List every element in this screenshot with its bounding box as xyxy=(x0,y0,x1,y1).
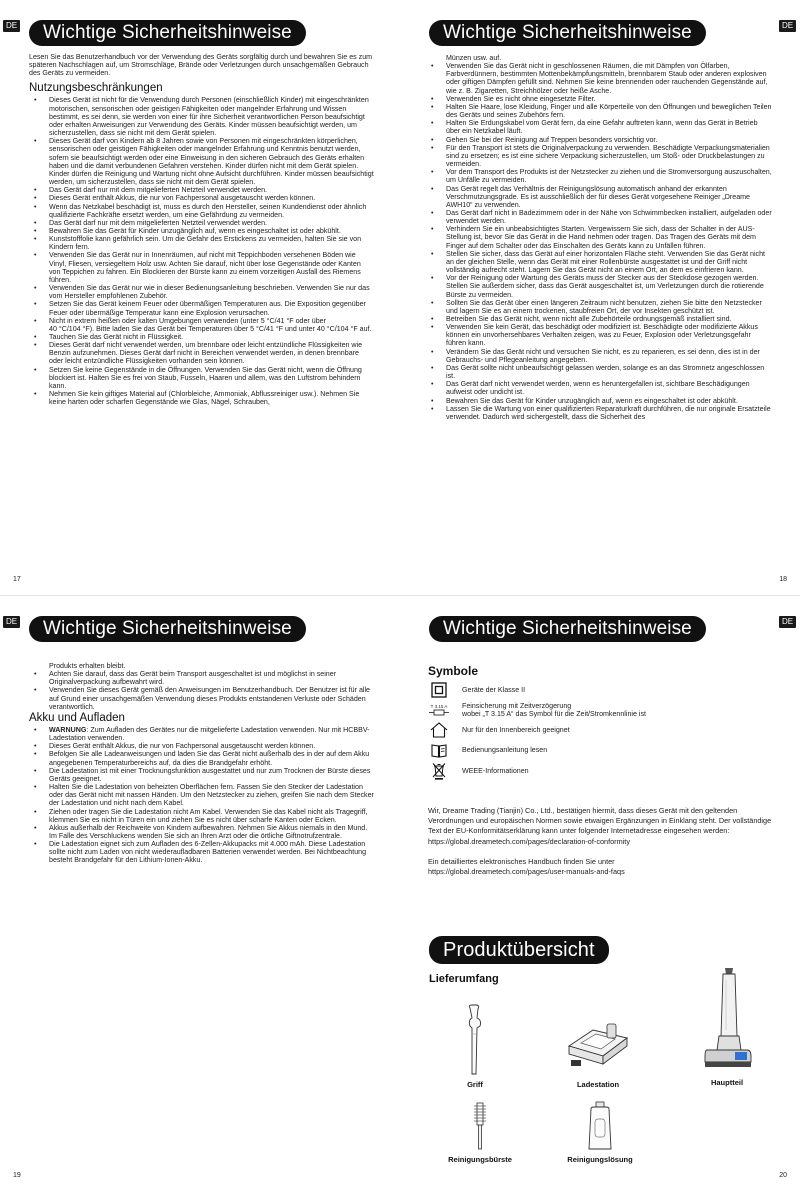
bullet-list xyxy=(29,726,374,865)
bullet-item: • Verwenden Sie das Gerät nicht in geschlossenen Räumen, die mit Dämpfen von Ölfarben, Farbverdünnern, bestimmten Mottenbekämpfungsmitteln, brennbarem Staub oder anderen explosiven oder giftigen Dämpfen gefüllt sind. Nehmen Sie keine brennenden oder rauchenden Gegenstände auf, wie z. B. Zigaretten, Streichhölzer oder heiße Asche. xyxy=(426,62,772,95)
language-tag: DE xyxy=(3,20,20,32)
warning-label: WARNUNG xyxy=(49,725,87,734)
item-label: Reinigungsbürste xyxy=(448,1155,512,1164)
bullet-item: • Die Ladestation eignet sich zum Aufladen des 6-Zellen-Akkupacks mit 4.000 mAh. Diese Ladestation sollte nicht zum Laden von nicht wiederaufladbaren Batterien verwendet werden. Bei Nichtbeachtung besteht Brandgefahr für den Lithium-Ionen-Akku. xyxy=(29,840,374,864)
item-label: Hauptteil xyxy=(710,1078,744,1087)
product-item-hauptteil xyxy=(696,966,758,1087)
cleaning-brush-icon xyxy=(470,1101,490,1151)
language-tag: DE xyxy=(3,616,20,628)
weee-bin-icon xyxy=(428,762,450,780)
bullet-item: • Verwenden Sie kein Gerät, das beschädigt oder modifiziert ist. Beschädigte oder modifizierte Akkus können ein unvorhersehbares Verhalten zeigen, was zu Feuer, Explosion oder Verletzungsgefahr führen kann. xyxy=(426,323,772,347)
bullet-item: • Nehmen Sie kein giftiges Material auf (Chlorbleiche, Ammoniak, Abflussreiniger usw.). Nehmen Sie keine harten oder scharfen Gegenstände wie Glas, Nägel, Schrauben, xyxy=(29,390,374,406)
symbol-text: WEEE-Informationen xyxy=(462,767,529,776)
section-title: Akku und Aufladen xyxy=(29,711,125,724)
bullet-item: • Für den Transport ist stets die Originalverpackung zu verwenden. Beschädigte Verpackungsmaterialien sind zu ersetzen; es ist eine sichere Verpackung sicherzustellen, um Stoß- oder Druckbelastungen zu vermeiden. xyxy=(426,144,772,168)
scope-of-delivery-title: Lieferumfang xyxy=(429,973,499,985)
cleaning-solution-bottle-icon xyxy=(585,1101,615,1151)
bullet-item: • Ziehen oder tragen Sie die Ladestation nicht Am Kabel. Verwenden Sie das Kabel nicht als Tragegriff, klemmen Sie es nicht in Türen ein und ziehen Sie es nicht über scharfe Kanten oder Ecken. xyxy=(29,808,374,824)
page-header-title: Wichtige Sicherheitshinweise xyxy=(29,616,306,642)
bullet-item: • Dieses Gerät ist nicht für die Verwendung durch Personen (einschließlich Kinder) mit eingeschränkten motorischen, sensorischen oder geistigen Fähigkeiten oder mangelnder Erfahrung und Wissen bestimmt, es sei denn, sie werden von einer für ihre Sicherheit verantwortlichen Person beaufsichtigt oder erhalten Anweisungen zur Verwendung des Geräts. Kinder müssen beaufsichtigt werden, um sicherzustellen, dass sie nicht mit dem Gerät spielen. xyxy=(29,96,374,137)
item-label: Reinigungslösung xyxy=(567,1155,633,1164)
bullet-item: • Sollten Sie das Gerät über einen längeren Zeitraum nicht benutzen, ziehen Sie bitte den Netzstecker und lagern Sie es an einem trockenen, staubfreien Ort, der vor Insekten geschützt ist. xyxy=(426,299,772,315)
bullet-item: • Dieses Gerät darf nicht verwendet werden, um brennbare oder leicht entzündliche Flüssigkeiten wie Benzin aufzunehmen. Dieses Gerät darf nicht in Bereichen verwendet werden, in denen brennbare oder leicht entzündliche Flüssigkeiten vorhanden sein können. xyxy=(29,341,374,365)
declaration-block xyxy=(428,806,780,877)
bullet-item: • Das Gerät darf nur mit dem mitgelieferten Netzteil verwendet werden. xyxy=(29,219,374,227)
bullet-item: • Halten Sie Erdungskabel vom Gerät fern, da eine Gefahr auftreten kann, wenn das Gerät in Betrieb über ein Netzkabel läuft. xyxy=(426,119,772,135)
page-header-title: Wichtige Sicherheitshinweise xyxy=(429,20,706,46)
declaration-link[interactable]: https://global.dreametech.com/pages/declaration-of-conformity xyxy=(428,836,630,846)
product-item-griff xyxy=(450,1004,500,1089)
bullet-item: • Verwenden Sie dieses Gerät gemäß den Anweisungen im Benutzerhandbuch. Der Benutzer ist für alle auf Grund einer unsachgemäßen Verwendung dieses Produkts entstandenen Verluste oder Schäden verantwortlich. xyxy=(29,686,374,710)
warning-text: : Zum Aufladen des Gerätes nur die mitgelieferte Ladestation verwenden. Nur mit HCBBV-Ladestation verwenden. xyxy=(49,725,370,743)
bullet-item: • Das Gerät regelt das Verhältnis der Reinigungslösung automatisch anhand der erkannten Verschmutzungsgrade. Es ist ausschließlich der für dieses Gerät vorgesehene Reiniger „Dreame AWH10“ zu verwenden. xyxy=(426,185,772,209)
fuse-icon-label: T 3.15 A xyxy=(430,704,448,710)
bullet-item: • Akkus außerhalb der Reichweite von Kindern aufbewahren. Nehmen Sie Akkus niemals in den Mund. Im Falle des Verschluckens wenden Sie sich an Ihren Arzt oder die örtliche Giftnotrufzentrale. xyxy=(29,824,374,840)
page-17 xyxy=(0,0,400,595)
bullet-item: • Halten Sie die Ladestation von beheizten Oberflächen fern. Fassen Sie den Stecker der Ladestation oder das Gerät nicht mit nassen Händen. Um den Netzstecker zu ziehen, greifen Sie nach dem Stecker der Ladestation und nicht nach dem Kabel. xyxy=(29,783,374,807)
bullet-list xyxy=(426,54,772,421)
warning-item xyxy=(29,726,374,742)
symbols-section xyxy=(428,664,778,784)
bullet-item: • Halten Sie Haare, lose Kleidung, Finger und alle Körperteile von den Öffnungen und beweglichen Teilen des Geräts und seines Zubehörs fern. xyxy=(426,103,772,119)
bullet-item: • Achten Sie darauf, dass das Gerät beim Transport ausgeschaltet ist und möglichst in seiner Originalverpackung aufbewahrt wird. xyxy=(29,670,374,686)
bullet-item: • Betreiben Sie das Gerät nicht, wenn nicht alle Zubehörteile ordnungsgemäß installiert sind. xyxy=(426,315,772,323)
item-label: Griff xyxy=(467,1080,483,1089)
page-header-title: Wichtige Sicherheitshinweise xyxy=(429,616,706,642)
product-item-reinigungsloesung xyxy=(555,1101,645,1164)
bullet-item: • Dieses Gerät darf von Kindern ab 8 Jahren sowie von Personen mit eingeschränkten körperlichen, sensorischen oder geistigen Fähigkeiten oder mangelnder Erfahrung und Kenntnis benutzt werden, sofern sie beaufsichtigt werden oder eine Einweisung in den sicheren Gebrauch des Geräts erhalten haben und die damit verbundenen Gefahren verstehen. Kinder dürfen nicht mit dem Gerät spielen. Kinder dürfen die Reinigung und Wartung nicht ohne Aufsicht durchführen. Kinder müssen beaufsichtigt werden, um sicherzustellen, dass sie nicht mit dem Gerät spielen. xyxy=(29,137,374,186)
bullet-item: • Bewahren Sie das Gerät für Kinder unzugänglich auf, wenn es eingeschaltet ist oder abkühlt. xyxy=(426,397,772,405)
symbol-row xyxy=(428,742,778,758)
symbol-row xyxy=(428,762,778,780)
bullet-item: 40 °C/104 °F). Bitte laden Sie das Gerät bei Temperaturen über 5 °C/41 °F und unter 40 °C/104 °F auf. xyxy=(49,324,372,333)
symbol-row xyxy=(428,702,778,718)
page-19-content xyxy=(29,662,374,865)
bullet-item: • Tauchen Sie das Gerät nicht in Flüssigkeit. xyxy=(29,333,374,341)
symbol-text: Bedienungsanleitung lesen xyxy=(462,746,548,755)
page-header-title: Wichtige Sicherheitshinweise xyxy=(29,20,306,46)
class-ii-icon xyxy=(428,682,450,698)
symbol-row xyxy=(428,722,778,738)
symbol-row xyxy=(428,682,778,698)
bullet-item: • Das Gerät darf nicht in Badezimmern oder in der Nähe von Schwimmbecken installiert, aufgeladen oder verwendet werden. xyxy=(426,209,772,225)
page-18-content xyxy=(426,54,772,421)
bullet-item: • Das Gerät sollte nicht unbeaufsichtigt gelassen werden, solange es an das Stromnetz angeschlossen ist. xyxy=(426,364,772,380)
bullet-item: • Verwenden Sie das Gerät nur in Innenräumen, auf nicht mit Teppichboden versehenen Böden wie Vinyl, Fliesen, versiegeltem Holz usw. Achten Sie darauf, nicht über lose Gegenstände oder Kanten von Teppichen zu fahren. Ein Blockieren der Bürste kann zu einem vorzeitigen Ausfall des Riemens führen. xyxy=(29,251,374,284)
bullet-item: • Gehen Sie bei der Reinigung auf Treppen besonders vorsichtig vor. xyxy=(426,136,772,144)
bullet-item: • Vor der Reinigung oder Wartung des Geräts muss der Stecker aus der Steckdose gezogen werden. Stellen Sie außerdem sicher, dass das Gerät ausgeschaltet ist, um Verletzungen durch die rotierende Bürste zu vermeiden. xyxy=(426,274,772,298)
symbol-text: Geräte der Klasse II xyxy=(462,685,526,694)
page-20 xyxy=(400,596,800,1191)
product-item-reinigungsbuerste xyxy=(440,1101,520,1164)
page-18 xyxy=(400,0,800,595)
fuse-icon xyxy=(428,702,450,718)
declaration-text: Wir, Dreame Trading (Tianjin) Co., Ltd., bestätigen hiermit, dass dieses Gerät mit den geltenden Verordnungen und europäischen Normen sowie etwaigen Ergänzungen in Einklang steht. Der vollständige Text der EU-Konformitätserklärung kann unter folgender Internetadresse eingesehen werden: xyxy=(428,806,772,836)
symbol-text: Nur für den Innenbereich geeignet xyxy=(462,726,570,735)
charging-station-icon xyxy=(563,1016,633,1076)
continued-line: Produkts erhalten bleibt. xyxy=(49,662,126,670)
bullet-item: • Setzen Sie das Gerät keinem Feuer oder übermäßigen Temperaturen aus. Die Exposition gegenüber Feuer oder übermäßige Temperatur kann eine Explosion verursachen. xyxy=(29,300,374,316)
bullet-item: • Das Gerät darf nicht verwendet werden, wenn es heruntergefallen ist, sichtbare Beschädigungen aufweist oder undicht ist. xyxy=(426,380,772,396)
main-unit-icon xyxy=(699,966,755,1074)
bullet-item: • Nicht in extrem heißen oder kalten Umgebungen verwenden (unter 5 °C/41 °F oder über xyxy=(29,317,374,325)
page-number: 20 xyxy=(779,1172,787,1179)
bullet-item: • Verwenden Sie das Gerät nur wie in dieser Bedienungsanleitung beschrieben. Verwenden Sie nur das vom Hersteller empfohlenen Zubehör. xyxy=(29,284,374,300)
language-tag: DE xyxy=(779,20,796,32)
section-title: Nutzungsbeschränkungen xyxy=(29,82,163,95)
symbols-title: Symbole xyxy=(428,664,479,678)
page-number: 18 xyxy=(779,576,787,583)
bullet-item: • Dieses Gerät enthält Akkus, die nur von Fachpersonal ausgetauscht werden können. xyxy=(29,742,374,750)
page-number: 17 xyxy=(13,576,21,583)
bullet-list xyxy=(29,96,374,406)
manual-book-icon xyxy=(428,742,450,758)
product-item-ladestation xyxy=(560,1016,636,1089)
page-19 xyxy=(0,596,400,1191)
product-overview-title: Produktübersicht xyxy=(429,936,609,964)
manual-note: Ein detailliertes elektronisches Handbuch finden Sie unter xyxy=(428,856,615,866)
bullet-item: • Wenn das Netzkabel beschädigt ist, muss es durch den Hersteller, seinen Kundendienst oder ähnlich qualifizierte Fachkräfte ersetzt werden, um eine Gefährdung zu vermeiden. xyxy=(29,203,374,219)
bullet-item: • Vor dem Transport des Produkts ist der Netzstecker zu ziehen und die Stromversorgung auszuschalten, um Unfälle zu vermeiden. xyxy=(426,168,772,184)
bullet-item: Münzen usw. auf. xyxy=(446,54,502,62)
intro-paragraph: Lesen Sie das Benutzerhandbuch vor der Verwendung des Geräts sorgfältig durch und bewahren Sie es zum späteren Nachschlagen auf, um Stromschläge, Brände oder Verletzungen durch unsachgemäßen Gebrauch des Geräts zu vermeiden. xyxy=(29,53,373,78)
bullet-item: • Das Gerät darf nur mit dem mitgelieferten Netzteil verwendet werden. xyxy=(29,186,374,194)
bullet-item: • Bewahren Sie das Gerät für Kinder unzugänglich auf, wenn es eingeschaltet ist oder abkühlt. xyxy=(29,227,374,235)
bullet-item: • Lassen Sie die Wartung von einer qualifizierten Reparaturkraft durchführen, die nur originale Ersatzteile verwendet. Dadurch wird sichergestellt, dass die Sicherheit des xyxy=(426,405,772,421)
bullet-item: • Befolgen Sie alle Ladeanweisungen und laden Sie das Gerät nicht außerhalb des in der auf dem Akku angegebenen Temperaturbereichs auf, da dies die Brandgefahr erhöht. xyxy=(29,750,374,766)
bullet-item: • Dieses Gerät enthält Akkus, die nur von Fachpersonal ausgetauscht werden können. xyxy=(29,194,374,202)
bullet-item: • Setzen Sie keine Gegenstände in die Öffnungen. Verwenden Sie das Gerät nicht, wenn die Öffnung blockiert ist. Halten Sie es frei von Staub, Fusseln, Haaren und allem, was den Luftstrom behindern kann. xyxy=(29,366,374,390)
page-17-content xyxy=(29,53,374,406)
manual-link[interactable]: https://global.dreametech.com/pages/user-manuals-and-faqs xyxy=(428,867,625,877)
bullet-item: • Verwenden Sie es nicht ohne eingesetzte Filter. xyxy=(426,95,772,103)
bullet-list-top xyxy=(29,662,374,711)
page-number: 19 xyxy=(13,1172,21,1179)
item-label: Ladestation xyxy=(576,1080,620,1089)
bullet-item: • Kunststofffolie kann gefährlich sein. Um die Gefahr des Erstickens zu vermeiden, halten Sie sie von Kindern fern. xyxy=(29,235,374,251)
bullet-item: • Stellen Sie sicher, dass das Gerät auf einer horizontalen Fläche steht. Verwenden Sie das Gerät nicht an der gleichen Stelle, wenn das Gerät mit einer Rollenbürste ausgestattet ist und der Griff nicht vollständig aufrecht steht. Lagern Sie das Gerät nicht an einem Ort, an dem es einfrieren kann. xyxy=(426,250,772,274)
bullet-item: • Verhindern Sie ein unbeabsichtigtes Starten. Vergewissern Sie sich, dass der Schalter in der AUS-Stellung ist, bevor Sie das Gerät in die Hand nehmen oder tragen. Das Tragen des Geräts mit dem Finger auf dem Schalter oder das Einschalten des Geräts kann zu Unfällen führen. xyxy=(426,225,772,249)
handle-icon xyxy=(460,1004,490,1076)
bullet-item: • Verändern Sie das Gerät nicht und versuchen Sie nicht, es zu reparieren, es sei denn, dies ist in der Gebrauchs- und Pflegeanleitung angegeben. xyxy=(426,348,772,364)
bullet-item: • Die Ladestation ist mit einer Trocknungsfunktion ausgestattet und nur zum Trocknen der Bürste dieses Geräts geeignet. xyxy=(29,767,374,783)
language-tag: DE xyxy=(779,616,796,628)
symbol-text: Feinsicherung mit Zeitverzögerung wobei „T 3.15 A“ das Symbol für die Zeit/Stromkennlinie ist xyxy=(462,702,646,719)
indoor-house-icon xyxy=(428,722,450,738)
